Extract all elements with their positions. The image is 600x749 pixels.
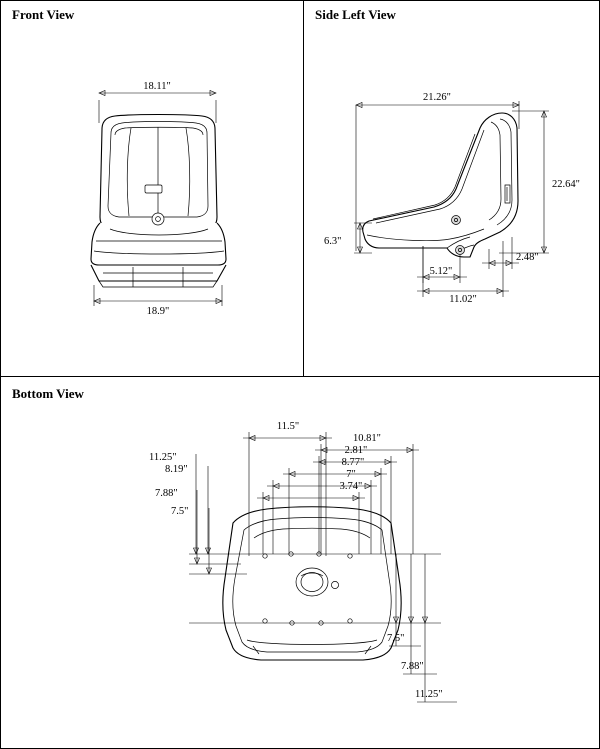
dimension-label-10-81: 10.81" — [353, 433, 381, 444]
bottom-view-drawing — [1, 378, 600, 749]
dimension-right-7-88 — [403, 554, 437, 674]
dimension-label-7: 7" — [346, 469, 356, 480]
dimension-label-5-12: 5.12" — [429, 266, 453, 277]
front-view-drawing — [1, 1, 304, 377]
panel-side-left-view — [304, 1, 600, 377]
dimension-label-left-8-19: 8.19" — [165, 464, 188, 475]
dimension-label-right-7-5: 7.5" — [387, 633, 405, 644]
dimension-label-8-77: 8.77" — [341, 457, 365, 468]
dimension-label-11-5: 11.5" — [276, 421, 300, 432]
panel-title-bottom-view: Bottom View — [12, 386, 84, 401]
dimension-label-right-7-88: 7.88" — [401, 661, 424, 672]
dimension-label-left-7-88: 7.88" — [155, 488, 178, 499]
dimension-label-18-11: 18.11" — [143, 81, 171, 92]
dimension-label-2-81: 2.81" — [344, 445, 368, 456]
panel-bottom-view — [1, 378, 600, 749]
dimension-label-left-7-5: 7.5" — [171, 506, 189, 517]
dimension-label-left-11-25: 11.25" — [149, 452, 177, 463]
dimension-label-22-64: 22.64" — [552, 179, 580, 190]
dimension-label-2-48: 2.48" — [516, 252, 539, 263]
panel-title-side-left-view: Side Left View — [315, 7, 396, 22]
dimension-left-11-25 — [194, 454, 199, 554]
dimension-right-11-25 — [417, 554, 457, 702]
dimension-label-11-02: 11.02" — [449, 294, 477, 305]
dimension-label-6-3: 6.3" — [324, 236, 342, 247]
dimension-left-8-19 — [206, 466, 211, 554]
dimension-label-right-11-25: 11.25" — [415, 689, 443, 700]
dimension-label-18-9: 18.9" — [146, 306, 170, 317]
panel-front-view — [1, 1, 304, 377]
panel-title-front-view: Front View — [12, 7, 75, 22]
dimension-label-3-74: 3.74" — [339, 481, 363, 492]
side-view-drawing — [304, 1, 600, 377]
dimension-overall-width-bottom — [94, 285, 222, 306]
dimension-label-21-26: 21.26" — [423, 92, 451, 103]
